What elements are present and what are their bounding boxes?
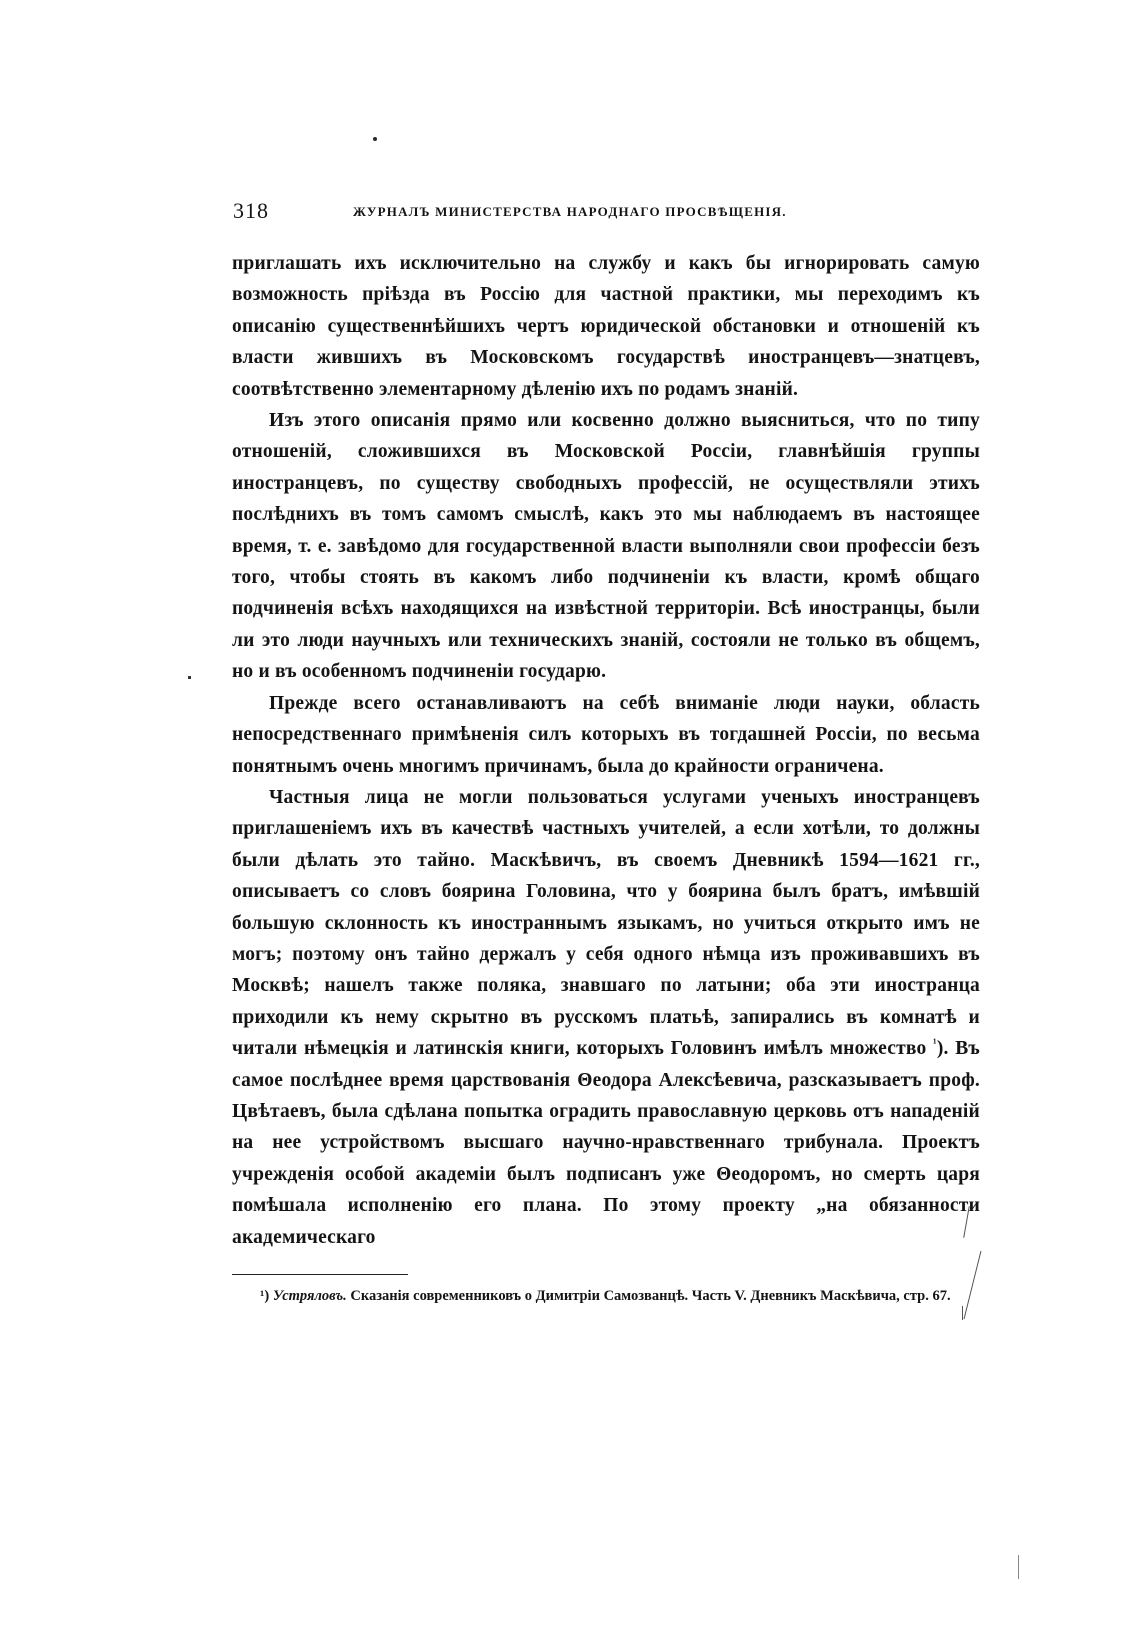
journal-title: ЖУРНАЛЪ МИНИСТЕРСТВА НАРОДНАГО ПРОСВѢЩЕНІЯ.: [353, 204, 787, 219]
margin-pencil-mark: [1018, 1555, 1019, 1579]
paragraph-2: Изъ этого описанія прямо или косвенно должно выясниться, что по типу отношеній, сложившихся въ Московской Россіи, главнѣйшія группы иностранцевъ, по существу свободныхъ профессій, не осуществляли этихъ послѣднихъ въ томъ самомъ смыслѣ, какъ это мы наблюдаемъ въ настоящее время, т. е. завѣдомо для государственной власти выполняли свои профессіи безъ того, чтобы стоять въ какомъ либо подчиненіи къ власти, кромѣ общаго подчиненія всѣхъ находящихся на извѣстной территоріи. Всѣ иностранцы, были ли это люди научныхъ или техническихъ знаній, состояли не только въ общемъ, но и въ особенномъ подчиненіи государю.: [232, 410, 980, 683]
footnote: [232, 1283, 972, 1310]
scan-speck: [373, 137, 377, 141]
paragraph-4: [232, 782, 980, 1253]
paragraph-3: Прежде всего останавливаютъ на себѣ вниманіе люди науки, область непосредственнаго примѣненія силъ которыхъ въ тогдашней Россіи, по весьма понятнымъ очень многимъ причинамъ, была до крайности ограничена.: [232, 692, 980, 777]
margin-pencil-mark: [962, 1306, 963, 1320]
page-number: 318: [233, 198, 269, 223]
footnote-author: Устряловъ.: [272, 1288, 347, 1304]
paragraph-4-text-b: ). Въ самое послѣднее время царствованія Θеодора Алексѣевича, разсказываетъ проф. Цвѣтаевъ, была сдѣлана попытка оградить православную церковь отъ нападеній на нее устройствомъ высшаго научно-нравственнаго трибунала. Проектъ учрежденія особой академіи былъ подписанъ уже Θеодоромъ, но смерть царя помѣшала исполненію его плана. По этому проекту „на обязанности академическаго: [232, 1038, 980, 1248]
body-text: [232, 248, 980, 1253]
footnote-reference[interactable]: ¹: [933, 1036, 937, 1051]
paragraph-1: приглашать ихъ исключительно на службу и какъ бы игнорировать самую возможность пріѣзда въ Россію для частной практики, мы переходимъ къ описанію существеннѣйшихъ чертъ юридической обстановки и отношеній къ власти жившихъ въ Московскомъ государствѣ иностранцевъ—знатцевъ, соотвѣтственно элементарному дѣленію ихъ по родамъ знаній.: [232, 253, 980, 400]
footnote-divider: [232, 1274, 408, 1275]
margin-dot: [188, 676, 191, 679]
footnote-text: Сказанія современниковъ о Димитріи Самозванцѣ. Часть V. Дневникъ Маскѣвича, стр. 67.: [350, 1288, 951, 1304]
paragraph-4-text-a: Частныя лица не могли пользоваться услугами ученыхъ иностранцевъ приглашеніемъ ихъ въ качествѣ частныхъ учителей, а если хотѣли, то должны были дѣлать это тайно. Маскѣвичъ, въ своемъ Дневникѣ 1594—1621 гг., описываетъ со словъ боярина Головина, что у боярина былъ братъ, имѣвшій большую склонность къ иностраннымъ языкамъ, но учиться открыто имъ не могъ; поэтому онъ тайно держалъ у себя одного нѣмца изъ проживавшихъ въ Москвѣ; нашелъ также поляка, знавшаго по латыни; оба эти иностранца приходили къ нему скрытно въ русскомъ платьѣ, запирались въ комнатѣ и читали нѣмецкія и латинскія книги, которыхъ Головинъ имѣлъ множество: [232, 786, 980, 1060]
running-head: [233, 198, 865, 228]
footnote-marker: ¹): [260, 1288, 270, 1304]
